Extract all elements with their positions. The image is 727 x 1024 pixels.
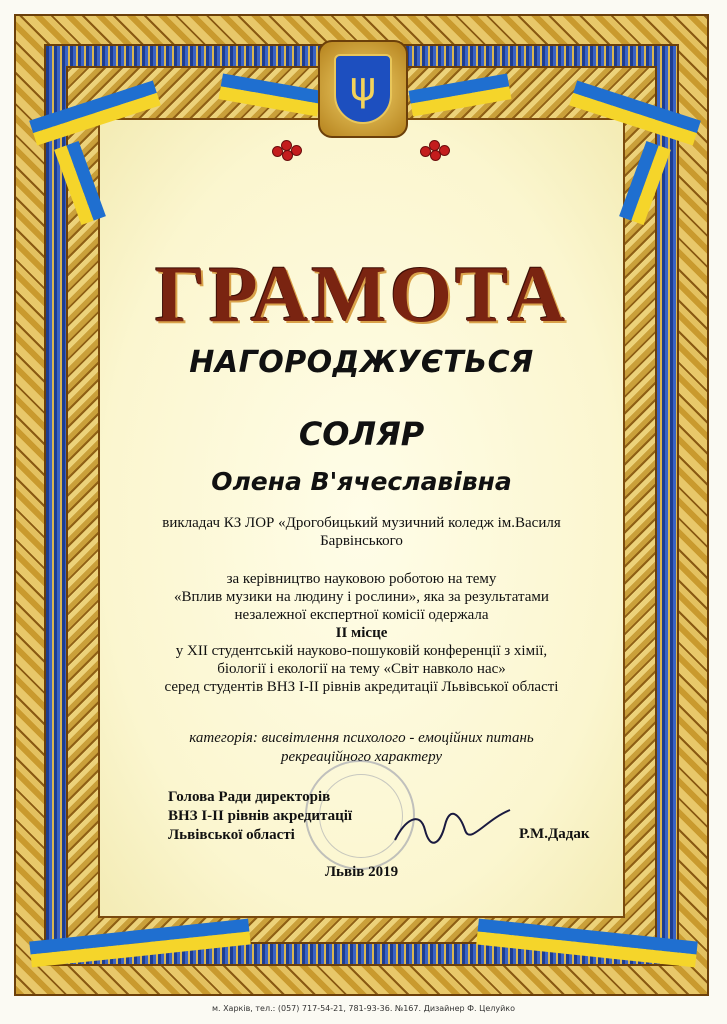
signatory-line: ВНЗ І-ІІ рівнів акредитації: [168, 808, 353, 824]
coat-of-arms: [318, 40, 408, 138]
city-year: Львів 2019: [324, 864, 399, 880]
coat-of-arms-shield: [334, 54, 392, 124]
awarded-heading: НАГОРОДЖУЄТЬСЯ: [189, 345, 534, 380]
event-line: серед студентів ВНЗ І-ІІ рівнів акредитації Львівської області: [164, 679, 559, 695]
body-line: за керівництво науковою роботою на тему: [226, 571, 497, 587]
recipient-surname: СОЛЯР: [298, 415, 425, 453]
recipient-given-names: Олена В'ячеславівна: [211, 467, 512, 496]
signatory-line: Голова Ради директорів: [168, 789, 331, 805]
position-line: викладач КЗ ЛОР «Дрогобицький музичний коледж ім.Василя: [162, 515, 561, 531]
event-line: біології і екології на тему «Світ навколо нас»: [217, 661, 506, 677]
printer-footer: м. Харків, тел.: (057) 717-54-21, 781-93-36. №167. Дизайнер Ф. Целуйко: [211, 1004, 516, 1013]
coat-of-arms-trident-icon: ψ: [349, 64, 377, 110]
signatory-title: [168, 788, 352, 845]
berries-icon: [420, 140, 450, 162]
position-line: Барвінського: [320, 533, 403, 549]
category-line: категорія: висвітлення психолого - емоційних питань: [189, 730, 534, 746]
certificate-title: ГРАМОТА: [154, 251, 569, 339]
body-line: «Вплив музики на людину і рослини», яка за результатами: [174, 589, 549, 605]
signatory-name: Р.М.Дадак: [519, 826, 590, 842]
signatory-line: Львівської області: [168, 827, 295, 843]
place-awarded: ІІ місце: [335, 625, 388, 641]
event-line: у ХІІ студентській науково-пошуковій конференції з хімії,: [175, 643, 548, 659]
body-line: незалежної експертної комісії одержала: [234, 607, 489, 623]
signature-mark: [385, 800, 515, 850]
category-line: рекреаційного характеру: [280, 749, 443, 765]
berries-icon: [272, 140, 302, 162]
